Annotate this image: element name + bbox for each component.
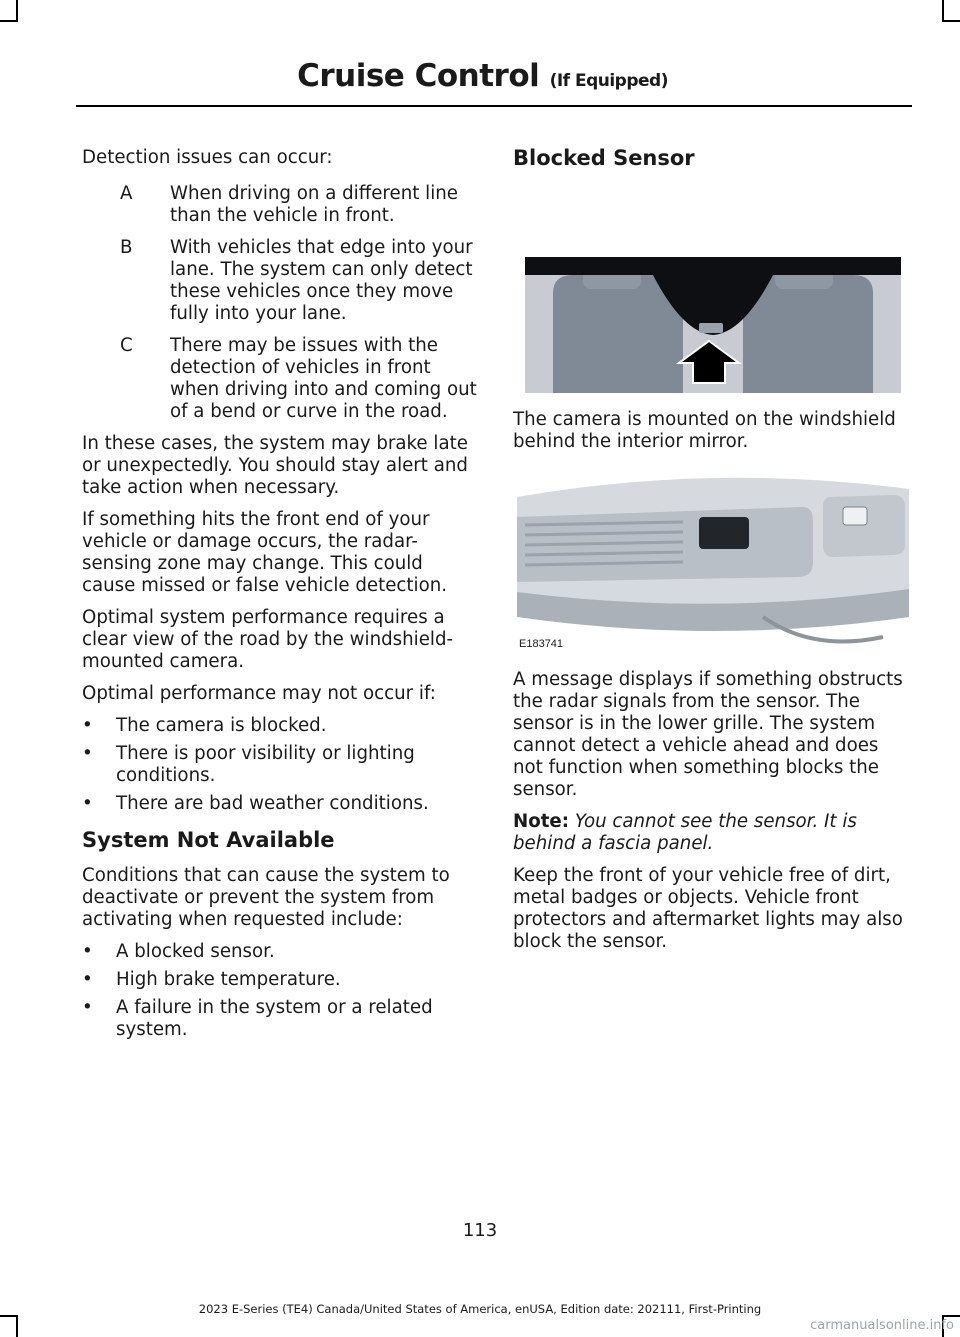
list-item [82,743,480,787]
windshield-camera-illustration [513,183,911,403]
footer-edition: 2023 E-Series (TE4) Canada/United States of America, enUSA, Edition date: 202111, First-Printing [198,1302,762,1316]
note-text: You cannot see the sensor. It is behind a fascia panel. [513,811,857,854]
bullet-dot: • [82,997,93,1018]
paragraph-camera-mounted: The camera is mounted on the windshield behind the interior mirror. [513,409,896,452]
crop-mark [16,0,18,22]
item-letter: B [120,237,133,258]
front-bumper-sensor-figure [513,467,911,657]
list-item [82,969,480,991]
crop-mark [942,0,944,22]
detection-item [82,237,480,325]
item-text: With vehicles that edge into your lane. The system can only detect these vehicles once they move fully into your lane. [170,237,473,324]
section-heading-system-not-available: System Not Available [82,828,335,852]
header-rule [76,105,912,107]
item-letter: A [120,183,133,204]
bullet-dot: • [82,793,93,814]
bullet-text: The camera is blocked. [116,715,327,736]
bullet-dot: • [82,743,93,764]
paragraph-optimal-performance: Optimal performance may not occur if: [82,683,436,704]
list-item [82,997,480,1041]
crop-mark [16,1315,18,1337]
list-item [82,793,480,815]
paragraph-radar-message: A message displays if something obstructs the radar signals from the sensor. The sensor is in the lower grille. The system cannot detect a vehicle ahead and does not function when something blocks the sensor. [513,669,903,800]
bullet-text: High brake temperature. [116,969,341,990]
bullet-dot: • [82,715,93,736]
page-title-main: Cruise Control [297,58,540,94]
left-column [82,147,480,1047]
watermark: carmanualsonline.info [810,1318,954,1333]
paragraph-brake-late: In these cases, the system may brake late or unexpectedly. You should stay alert and take action when necessary. [82,433,468,498]
section-heading-blocked-sensor: Blocked Sensor [513,146,695,170]
paragraph-front-damage: If something hits the front end of your vehicle or damage occurs, the radar-sensing zone may change. This could cause missed or false vehicle detection. [82,509,448,596]
crop-mark [0,20,18,22]
detection-intro: Detection issues can occur: [82,147,333,168]
bullet-dot: • [82,969,93,990]
crop-mark [942,20,960,22]
bullet-dot: • [82,941,93,962]
page-number: 113 [462,1220,498,1241]
bullet-text: A failure in the system or a related system. [116,997,433,1040]
bumper-sensor-illustration [513,467,911,657]
note-label: Note: [513,811,570,832]
windshield-camera-figure [513,183,911,403]
detection-item [82,183,480,227]
bullet-text: There is poor visibility or lighting conditions. [116,743,415,786]
list-item [82,941,480,963]
bullet-text: There are bad weather conditions. [116,793,429,814]
detection-item [82,335,480,423]
page-title [297,58,668,94]
paragraph-keep-front-clear: Keep the front of your vehicle free of dirt, metal badges or objects. Vehicle front protectors and aftermarket lights may also block the sensor. [513,865,903,952]
paragraph-deactivate-conditions: Conditions that can cause the system to deactivate or prevent the system from activating when requested include: [82,865,450,930]
item-text: When driving on a different line than the vehicle in front. [170,183,458,226]
right-column [513,147,911,963]
note [513,811,911,855]
item-letter: C [120,335,133,356]
bullet-text: A blocked sensor. [116,941,275,962]
paragraph-clear-view: Optimal system performance requires a clear view of the road by the windshield-mounted camera. [82,607,454,672]
figure-code: E183741 [519,638,564,650]
radar-sensor-icon [699,517,749,549]
list-item [82,715,480,737]
item-text: There may be issues with the detection of vehicles in front when driving into and coming out of a bend or curve in the road. [170,335,477,422]
page-title-suffix: (If Equipped) [549,71,668,91]
